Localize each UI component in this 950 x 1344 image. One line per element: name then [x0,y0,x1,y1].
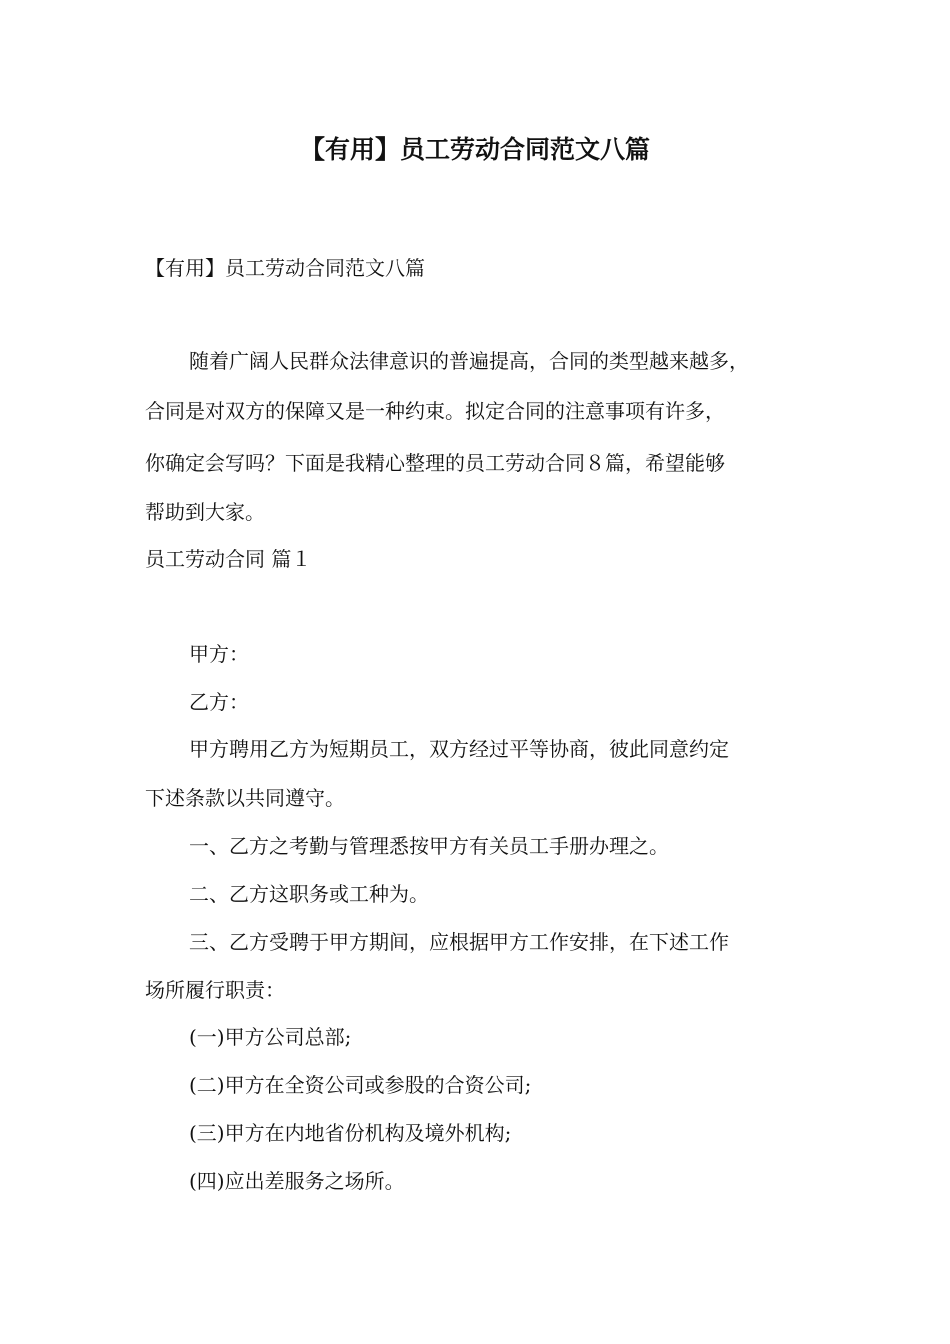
preamble-line-2: 下述条款以共同遵守。 [145,786,345,810]
document-subtitle: 【有用】员工劳动合同范文八篇 [145,256,425,280]
intro-line-1: 随着广阔人民群众法律意识的普遍提高，合同的类型越来越多， [189,349,749,373]
party-a-label: 甲方： [189,642,249,666]
workplace-item-1: (一)甲方公司总部; [189,1025,352,1049]
intro-line-3: 你确定会写吗？下面是我精心整理的员工劳动合同８篇，希望能够 [145,451,725,475]
clause-2: 二、乙方这职务或工种为。 [189,882,429,906]
workplace-item-2: (二)甲方在全资公司或参股的合资公司; [189,1073,532,1097]
party-b-label: 乙方： [189,690,249,714]
preamble-line-1: 甲方聘用乙方为短期员工，双方经过平等协商，彼此同意约定 [189,737,729,761]
document-title: 【有用】员工劳动合同范文八篇 [299,135,650,164]
clause-3-line-1: 三、乙方受聘于甲方期间，应根据甲方工作安排，在下述工作 [189,930,729,954]
intro-line-4: 帮助到大家。 [145,500,265,524]
clause-1: 一、乙方之考勤与管理悉按甲方有关员工手册办理之。 [189,834,669,858]
clause-3-line-2: 场所履行职责： [145,978,285,1002]
section-heading: 员工劳动合同 篇１ [145,547,312,571]
intro-line-2: 合同是对双方的保障又是一种约束。拟定合同的注意事项有许多， [145,399,725,423]
workplace-item-3: (三)甲方在内地省份机构及境外机构; [189,1121,512,1145]
workplace-item-4: (四)应出差服务之场所。 [189,1169,405,1193]
